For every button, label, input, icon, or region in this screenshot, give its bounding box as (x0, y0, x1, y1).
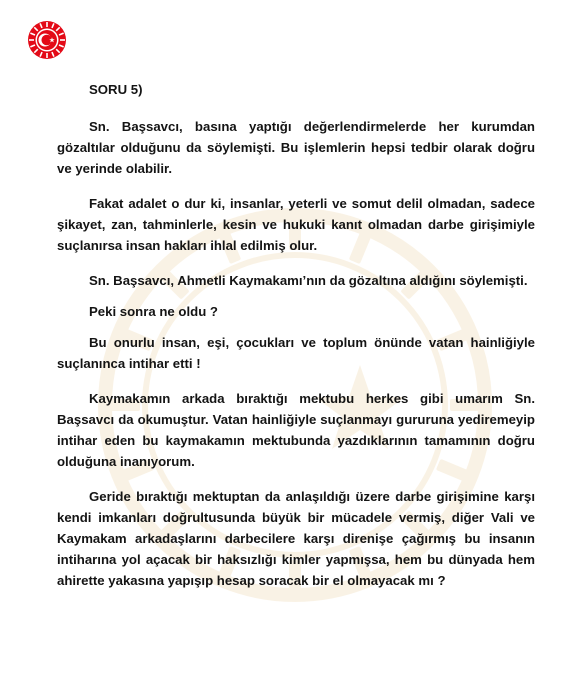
question-heading: SORU 5) (89, 82, 143, 97)
document-body (57, 79, 535, 591)
paragraph-3: Sn. Başsavcı, Ahmetli Kaymakamı’nın da gözaltına aldığını söylemişti. (89, 273, 528, 288)
paragraph-5: Bu onurlu insan, eşi, çocukları ve toplum önünde vatan hainliğiyle suçlanınca intihar etti ! (57, 335, 535, 371)
paragraph-7: Geride bıraktığı mektuptan da anlaşıldığı üzere darbe girişimine karşı kendi imkanları doğrultusunda büyük bir mücadele vermiş, diğer Vali ve Kaymakam arkadaşlarını darbecilere karşı direnişe çağırmış bu insanın intiharına yol açacak bir haksızlığı kimler yapmışsa, hem bu dünyada hem ahirette yakasına yapışıp hesap soracak bir el olmayacak mı ? (57, 489, 535, 588)
paragraph-6: Kaymakamın arkada bıraktığı mektubu herkes gibi umarım Sn. Başsavcı da okumuştur. Vatan hainliğiyle suçlanmayı gururuna yediremeyip intihar eden bu kaymakamın mektubunda yazdıklarının tamamının doğru olduğuna inanıyorum. (57, 391, 535, 469)
paragraph-4: Peki sonra ne oldu ? (89, 304, 218, 319)
paragraph-1: Sn. Başsavcı, basına yaptığı değerlendirmelerde her kurumdan gözaltılar olduğunu da söylemişti. Bu işlemlerin hepsi tedbir olarak doğru ve yerinde olabilir. (57, 119, 535, 176)
paragraph-2: Fakat adalet o dur ki, insanlar, yeterli ve somut delil olmadan, sadece şikayet, zan, tahminlerle, kesin ve hukuki kanıt olmadan darbe girişimiyle suçlanırsa insan hakları ihlal edilmiş olur. (57, 196, 535, 253)
parliament-emblem-icon (27, 20, 67, 60)
